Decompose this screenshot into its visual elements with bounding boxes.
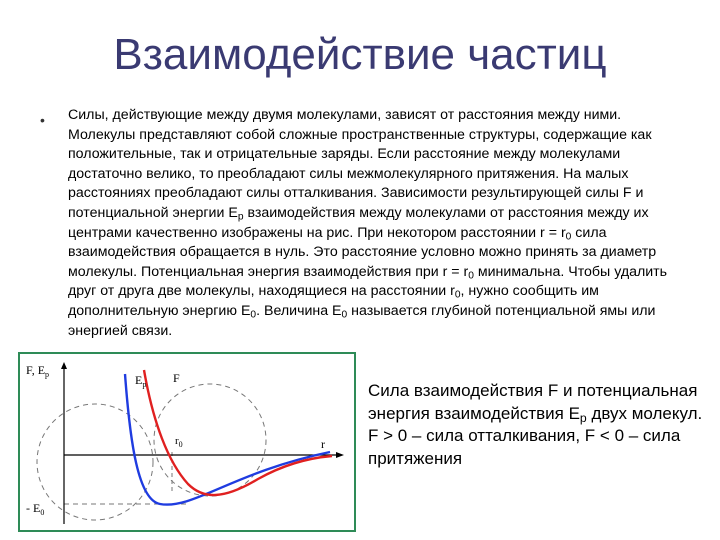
caption-part: двух молекул. F > 0 – сила отталкивания, F < 0 – сила притяжения	[368, 403, 703, 468]
body-paragraph	[68, 106, 688, 341]
y-axis-label: F, $E_p$	[26, 363, 50, 379]
subscript: p	[237, 211, 244, 223]
r-axis-label: r	[321, 437, 325, 451]
paragraph-part: взаимодействия между молекулами от расстояния между их центрами качественно изображены на рис. При некотором расстоянии r = r	[68, 204, 649, 241]
subscript: p	[579, 410, 587, 425]
bullet-marker: •	[40, 112, 45, 128]
subscript: 0	[341, 309, 348, 321]
subscript: 0	[565, 231, 572, 243]
slide-title: Взаимодействие частиц	[113, 30, 607, 79]
ep-curve-label: $E_p$	[135, 373, 147, 389]
caption-part: Сила взаимодействия F и потенциальная энергия взаимодействия E	[368, 381, 698, 423]
paragraph-part: , нужно сообщить им дополнительную энергию E	[68, 283, 599, 319]
subscript: 0	[454, 289, 461, 301]
figure-frame	[19, 353, 355, 531]
paragraph-part: называется глубиной потенциальной ямы или энергией связи.	[68, 302, 656, 339]
subscript: 0	[250, 309, 257, 321]
paragraph-part: . Величина E	[256, 302, 342, 319]
paragraph-part: Силы, действующие между двумя молекулами, зависят от расстояния между ними. Молекулы представляют собой сложные пространственные структуры, содержащие как положительные, так и отрицательные заряды. Если расстояние между молекулами достаточно велико, то преобладают силы межмолекулярного притяжения. На малых расстояниях преобладают силы отталкивания. Зависимости результирующей силы F и потенциальной энергии E	[68, 107, 652, 221]
subscript: 0	[468, 270, 474, 282]
f-curve-label: F	[173, 371, 180, 385]
paragraph-part: минимальна. Чтобы удалить друг от друга две молекулы, находящиеся на расстоянии r	[68, 263, 668, 300]
neg-e0-label: - $E_0$	[26, 501, 45, 517]
figure-caption	[368, 380, 713, 470]
paragraph-part: сила взаимодействия обращается в нуль. Это расстояние условно можно принять за диаметр молекулы. Потенциальная энергия взаимодействия при r = r	[68, 224, 657, 280]
r0-label: $r_0$	[175, 435, 183, 449]
interaction-figure	[18, 352, 356, 532]
figure-svg	[18, 352, 356, 532]
